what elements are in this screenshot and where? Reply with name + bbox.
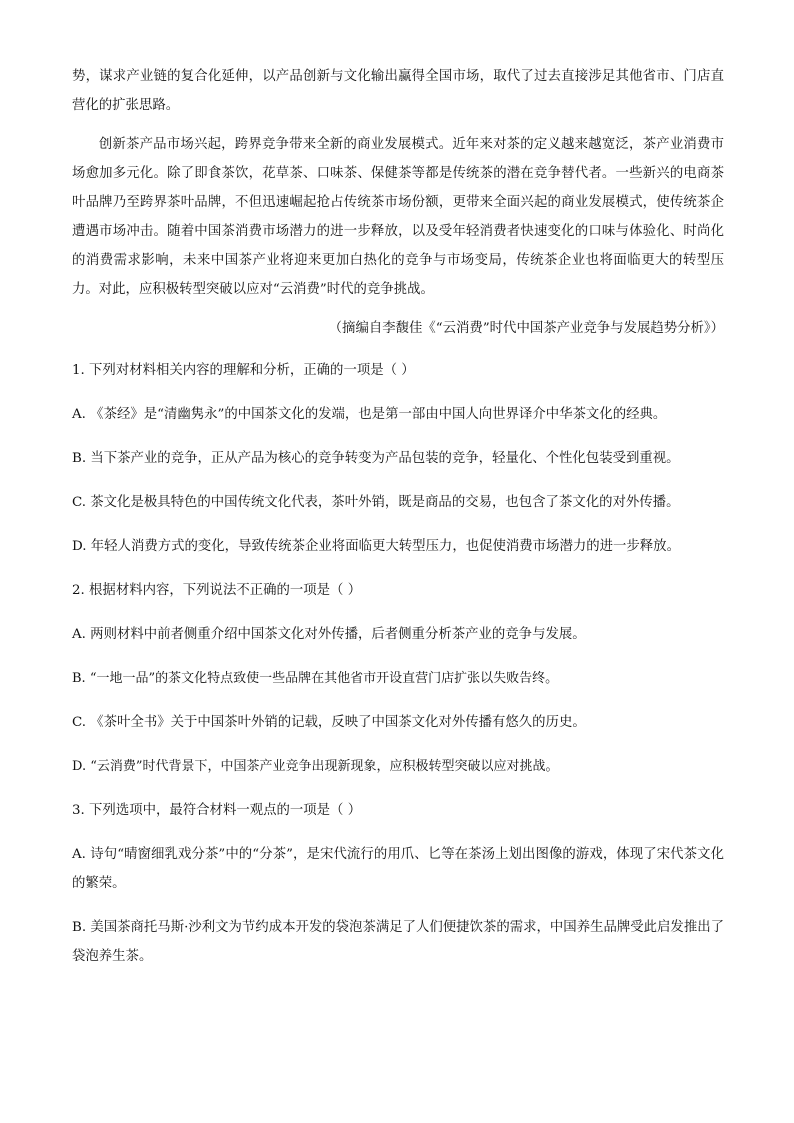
question-1-option-b: B. 当下茶产业的竞争，正从产品为核心的竞争转变为产品包装的竞争，轻量化、个性化包装受到重视。 bbox=[72, 451, 680, 467]
question-1-option-d: D. 年轻人消费方式的变化，导致传统茶企业将面临更大转型压力，也促使消费市场潜力的进一步释放。 bbox=[72, 539, 680, 555]
question-3-stem: 3. 下列选项中，最符合材料一观点的一项是（ ） bbox=[72, 803, 362, 819]
question-2-option-d: D. “云消费”时代背景下，中国茶产业竞争出现新现象，应积极转型突破以应对挑战。 bbox=[72, 759, 559, 775]
question-1-option-a: A. 《茶经》是“清幽隽永”的中国茶文化的发端，也是第一部由中国人向世界译介中华茶文化的经典。 bbox=[72, 407, 667, 423]
source-citation: （摘编自李馥佳《“云消费”时代中国茶产业竞争与发展趋势分析》） bbox=[328, 321, 724, 336]
continued-paragraph: 势，谋求产业链的复合化延伸，以产品创新与文化输出赢得全国市场，取代了过去直接涉足其他省市、门店直营化的扩张思路。 bbox=[72, 69, 724, 113]
question-2-option-a: A. 两则材料中前者侧重介绍中国茶文化对外传播，后者侧重分析茶产业的竞争与发展。 bbox=[72, 627, 586, 643]
page-content bbox=[72, 62, 724, 971]
material-paragraph: 创新茶产品市场兴起，跨界竞争带来全新的商业发展模式。近年来对茶的定义越来越宽泛，茶产业消费市场愈加多元化。除了即食茶饮，花草茶、口味茶、保健茶等都是传统茶的潜在竞争替代者。一些新兴的电商茶叶品牌乃至跨界茶叶品牌，不但迅速崛起抢占传统茶市场份额，更带来全面兴起的商业发展模式，使传统茶企遭遇市场冲击。随着中国茶消费市场潜力的进一步释放，以及受年轻消费者快速变化的口味与体验化、时尚化的消费需求影响，未来中国茶产业将迎来更加白热化的竞争与市场变局，传统茶企业也将面临更大的转型压力。对此，应积极转型突破以应对“云消费”时代的竞争挑战。 bbox=[72, 137, 724, 297]
question-2-option-c: C. 《茶叶全书》关于中国茶叶外销的记载，反映了中国茶文化对外传播有悠久的历史。 bbox=[72, 715, 586, 731]
question-3-option-a: A. 诗句“晴窗细乳戏分茶”中的“分茶”，是宋代流行的用爪、匕等在茶汤上划出图像的游戏，体现了宋代茶文化的繁荣。 bbox=[72, 847, 724, 892]
question-3-option-b: B. 美国茶商托马斯·沙利文为节约成本开发的袋泡茶满足了人们便捷饮茶的需求，中国养生品牌受此启发推出了袋泡养生茶。 bbox=[72, 920, 724, 965]
question-2-option-b: B. “一地一品”的茶文化特点致使一些品牌在其他省市开设直营门店扩张以失败告终。 bbox=[72, 671, 559, 687]
question-1-stem: 1. 下列对材料相关内容的理解和分析，正确的一项是（ ） bbox=[72, 363, 415, 379]
question-2-stem: 2. 根据材料内容，下列说法不正确的一项是（ ） bbox=[72, 583, 362, 599]
question-section bbox=[72, 356, 724, 971]
question-1-option-c: C. 茶文化是极具特色的中国传统文化代表，茶叶外销，既是商品的交易，也包含了茶文化的对外传播。 bbox=[72, 495, 680, 511]
